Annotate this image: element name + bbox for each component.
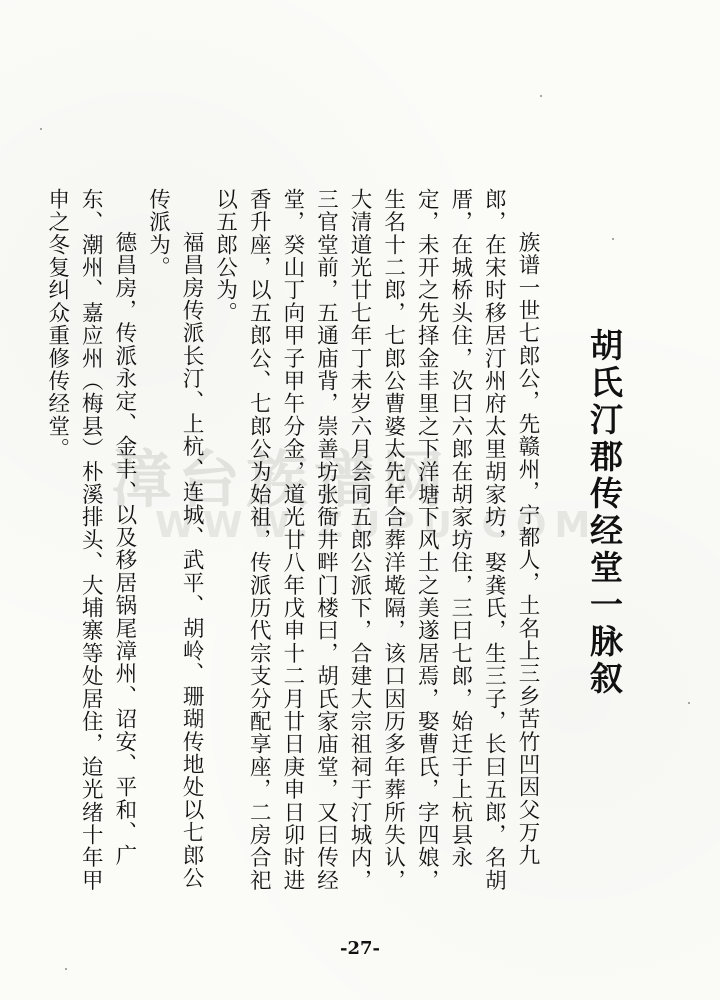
scan-speck: [65, 968, 67, 970]
watermark-url: WWW.ZUPU.COM: [155, 505, 599, 546]
scan-speck: [540, 95, 542, 97]
scan-speck: [688, 702, 690, 704]
scan-speck: [612, 238, 614, 240]
scan-speck: [40, 128, 42, 130]
paragraph-fuchang-branch: 福昌房传派长汀、上杭、连城、武平、胡岭、珊瑚传地处以七郎公传派为。: [145, 188, 205, 890]
paragraph-dechang-branch: 德昌房，传派永定、金丰、以及移居锅尾漳州、诏安、平和、广东、潮州、嘉应州（梅县）朴溪排头、大埔寨等处居住，迨光绪十年甲申之冬复纠众重修传经堂。: [44, 188, 137, 892]
paragraph-genealogy: 族谱一世七郎公，先赣州，宁都人，土名上三乡苦竹凹因父万九郎，在宋时移居汀州府太里胡家坊，娶龚氏，生三子，长曰五郎，名胡厝，在城桥头住，次曰六郎在胡家坊住，三曰七郎，始迁于上杭县永定，未开之先择金丰里之下洋塘下风土之美遂居焉，娶曹氏，字四娘，生名十二郎，七郎公曹婆太先年合葬洋墘隔，该口因历多年葬所失认，大清道光廿七年丁未岁六月会同五郎公派下，合建大宗祖祠于汀城内，三官堂前，五通庙背，崇善坊张衙井畔门楼曰，胡氏家庙堂，又曰传经堂，癸山丁向甲子甲午分金，道光廿八年戊申十二月廿日庚申日卯时进香升座，以五郎公、七郎公为始祖，传派历代宗支分配享座，二房合祀以五郎公为。: [212, 188, 540, 892]
page-number: -27-: [340, 938, 380, 959]
document-title: 胡氏汀郡传经堂一脉叙: [585, 328, 624, 698]
watermark-text: 漳台族谱网: [110, 443, 451, 516]
body-text: [44, 188, 544, 908]
